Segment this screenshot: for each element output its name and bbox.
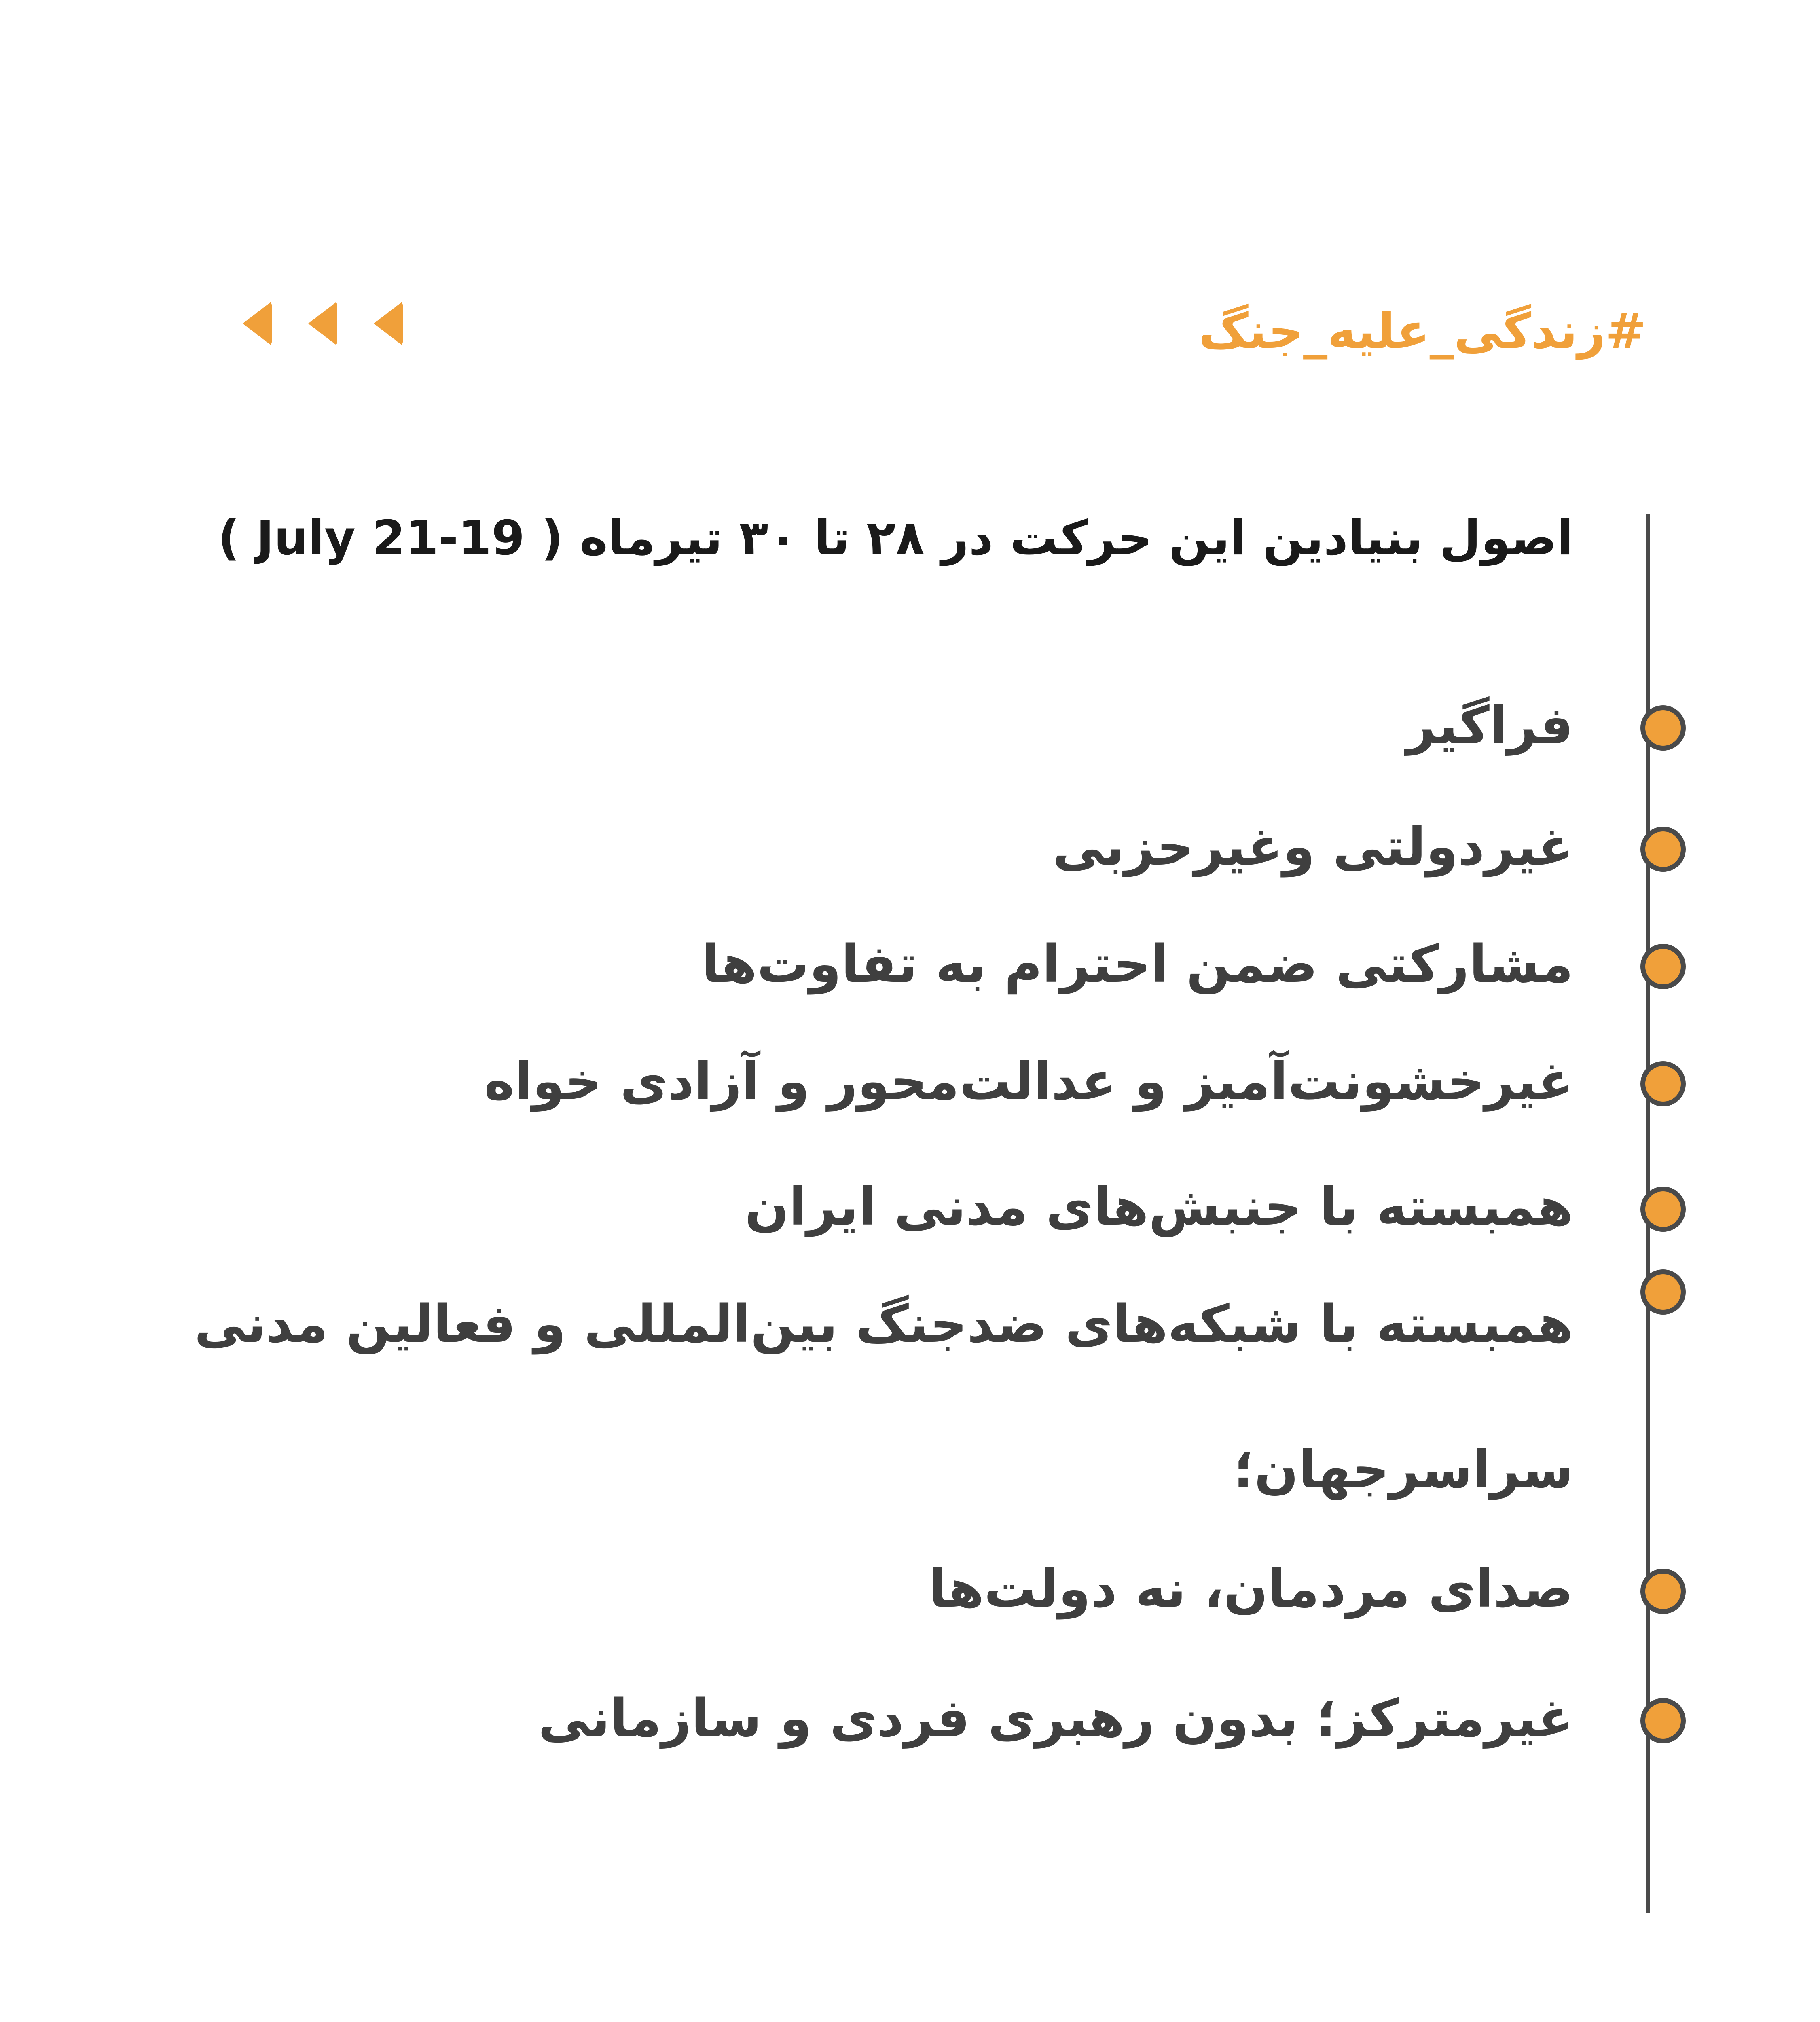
bullet-dot-icon	[1640, 705, 1686, 751]
chevron-left-icon[interactable]	[374, 301, 403, 346]
hashtag-title: #زندگی_علیه_جنگ	[1198, 303, 1646, 360]
bullet-dot-icon	[1640, 1569, 1686, 1614]
navigation-arrows[interactable]	[243, 301, 403, 346]
principles-list	[158, 687, 1573, 1757]
bullet-dot-icon	[1640, 1698, 1686, 1743]
principles-heading: اصول بنیادین این حرکت در ۲۸ تا ۳۰ تیرماه ( July 21-19 )	[218, 510, 1573, 566]
list-item-label: غیرخشونت‌آمیز و عدالت‌محور و آزادی خواه	[484, 1051, 1573, 1112]
bullet-dot-icon	[1640, 827, 1686, 872]
chevron-left-icon[interactable]	[308, 301, 337, 346]
list-item	[158, 809, 1573, 886]
list-item	[158, 1551, 1573, 1628]
list-item-label: فراگیر	[1406, 696, 1573, 756]
list-item-label: غیردولتی وغیرحزبی	[1052, 817, 1573, 877]
bullet-dot-icon	[1640, 1187, 1686, 1232]
list-item	[158, 1680, 1573, 1757]
list-item	[158, 1169, 1573, 1246]
bullet-dot-icon	[1640, 1061, 1686, 1106]
list-item	[158, 1043, 1573, 1120]
list-item-label: غیرمترکز؛ بدون رهبری فردی و سازمانی	[538, 1688, 1573, 1749]
list-item	[158, 687, 1573, 764]
chevron-left-icon[interactable]	[243, 301, 272, 346]
list-item	[158, 926, 1573, 1003]
list-item	[158, 1252, 1573, 1543]
bullet-dot-icon	[1640, 944, 1686, 989]
list-item-label: همبسته با شبکه‌های ضدجنگ بین‌المللی و فعالین مدنی سراسرجهان؛	[194, 1294, 1573, 1500]
list-item-label: صدای مردمان، نه دولت‌ها	[929, 1559, 1573, 1619]
bullet-dot-icon	[1640, 1269, 1686, 1315]
list-item-label: همبسته با جنبش‌های مدنی ایران	[745, 1177, 1573, 1237]
list-item-label: مشارکتی ضمن احترام به تفاوت‌ها	[702, 934, 1573, 994]
